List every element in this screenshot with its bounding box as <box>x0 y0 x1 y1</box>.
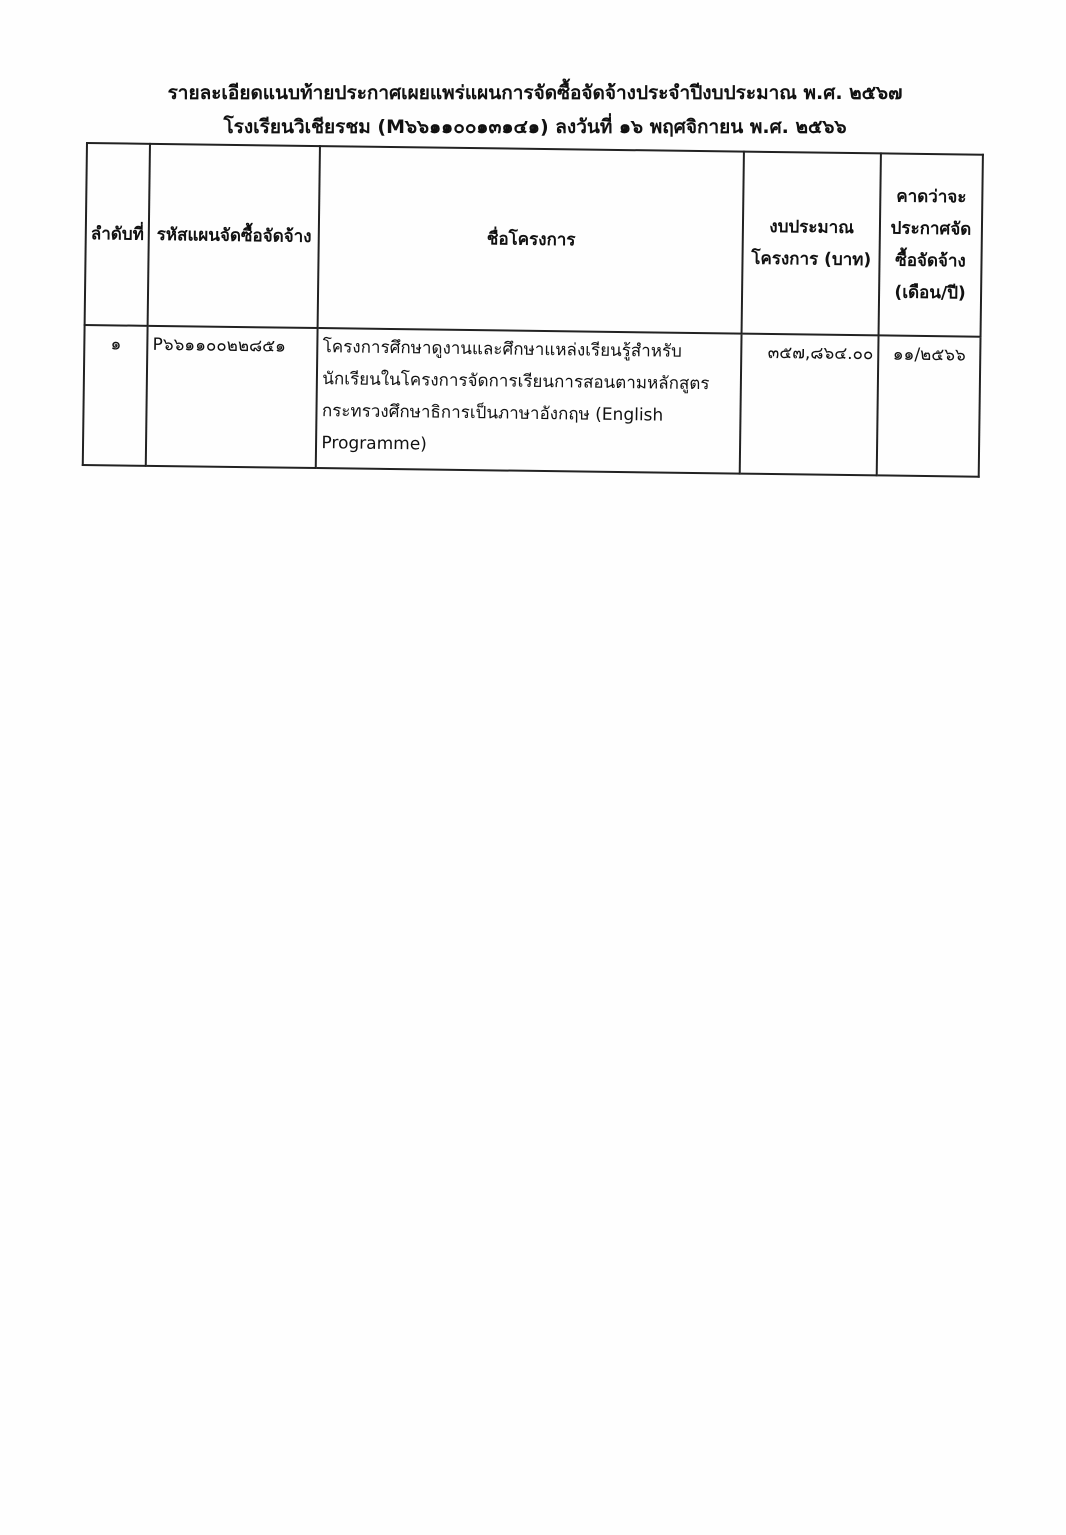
document-subtitle: โรงเรียนวิเชียรชม (M๖๖๑๑๐๐๑๓๑๔๑) ลงวันที่ ๑๖ พฤศจิกายน พ.ศ. ๒๕๖๖ <box>223 116 847 138</box>
table-row <box>83 325 981 477</box>
cell-budget: ๓๕๗,๘๖๔.๐๐ <box>740 334 878 476</box>
cell-expected-month: ๑๑/๒๕๖๖ <box>877 335 981 476</box>
column-header-expected-month: คาดว่าจะประกาศจัดซื้อจัดจ้าง (เดือน/ปี) <box>879 153 983 336</box>
cell-plan-code: P๖๖๑๑๐๐๒๒๘๕๑ <box>146 326 318 468</box>
column-header-plan-code: รหัสแผนจัดซื้อจัดจ้าง <box>148 144 321 328</box>
table-header-row <box>85 143 983 337</box>
cell-project-name: โครงการศึกษาดูงานและศึกษาแหล่งเรียนรู้สำหรับนักเรียนในโครงการจัดการเรียนการสอนตามหลักสูตรกระทรวงศึกษาธิการเป็นภาษาอังกฤษ (English Programme) <box>316 328 742 474</box>
procurement-plan-table <box>82 142 984 478</box>
column-header-budget: งบประมาณโครงการ (บาท) <box>742 152 881 336</box>
procurement-plan-table-wrapper <box>82 142 984 478</box>
cell-no: ๑ <box>83 325 148 466</box>
document-title: รายละเอียดแนบท้ายประกาศเผยแพร่แผนการจัดซื้อจัดจ้างประจำปีงบประมาณ พ.ศ. ๒๕๖๗ <box>167 82 903 104</box>
column-header-project-name: ชื่อโครงการ <box>318 146 744 334</box>
column-header-no: ลำดับที่ <box>85 143 151 326</box>
